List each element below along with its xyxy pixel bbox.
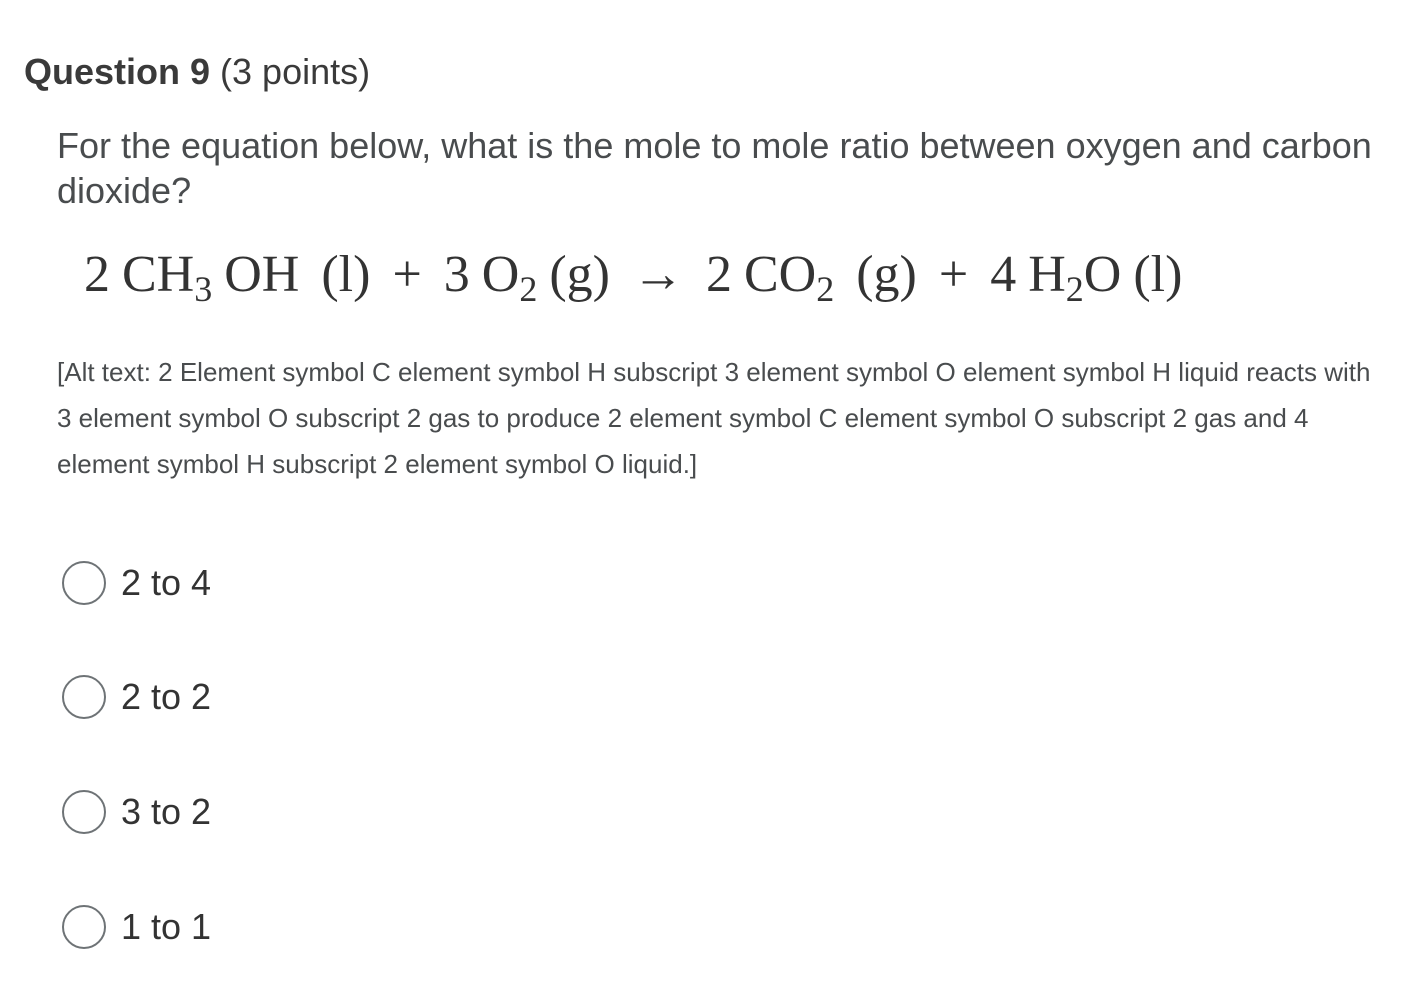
equation-plus: +: [938, 246, 969, 303]
question-number: Question 9: [24, 51, 211, 92]
answer-option[interactable]: [62, 673, 211, 721]
equation-formula-co2: $CO_2$: [743, 246, 835, 309]
equation-coefficient: 3: [443, 246, 470, 303]
equation-state: (g): [856, 246, 917, 303]
answer-option-label[interactable]: 3 to 2: [121, 791, 212, 832]
question-points: (3 points): [220, 51, 371, 92]
equation-formula-oh: OH: [224, 246, 300, 303]
answer-option[interactable]: [62, 788, 211, 836]
chemical-equation: [84, 240, 1182, 310]
equation-state: (l): [1133, 246, 1183, 303]
equation-formula-h2o: $H_2O$: [1028, 246, 1122, 309]
radio-button[interactable]: [62, 561, 106, 605]
answer-option-label[interactable]: 1 to 1: [121, 906, 212, 947]
equation-formula-ch: $CH_3$: [122, 246, 213, 309]
question-prompt: For the equation below, what is the mole to mole ratio between oxygen and carbon dioxide?: [57, 125, 1372, 211]
answer-option-label[interactable]: 2 to 4: [121, 562, 212, 603]
equation-alt-text: [Alt text: 2 Element symbol C element symbol H subscript 3 element symbol O element symbol H liquid reacts with 3 element symbol O subscript 2 gas to produce 2 element symbol C element symbol O subscript 2 gas and 4 element symbol H subscript 2 element symbol O liquid.]: [57, 357, 1371, 479]
equation-coefficient: 2: [705, 246, 732, 303]
equation-formula-o2: $O_2$: [481, 246, 538, 309]
radio-button[interactable]: [62, 675, 106, 719]
answer-option[interactable]: [62, 903, 211, 951]
equation-state: (l): [321, 246, 371, 303]
question-header: [24, 50, 370, 94]
answer-option[interactable]: [62, 559, 211, 607]
radio-button[interactable]: [62, 905, 106, 949]
answer-option-label[interactable]: 2 to 2: [121, 676, 212, 717]
equation-arrow: →: [631, 246, 684, 303]
equation-coefficient: 2: [84, 246, 110, 303]
equation-coefficient: 4: [990, 246, 1017, 303]
equation-state: (g): [549, 246, 610, 303]
radio-button[interactable]: [62, 790, 106, 834]
equation-plus: +: [392, 246, 422, 303]
